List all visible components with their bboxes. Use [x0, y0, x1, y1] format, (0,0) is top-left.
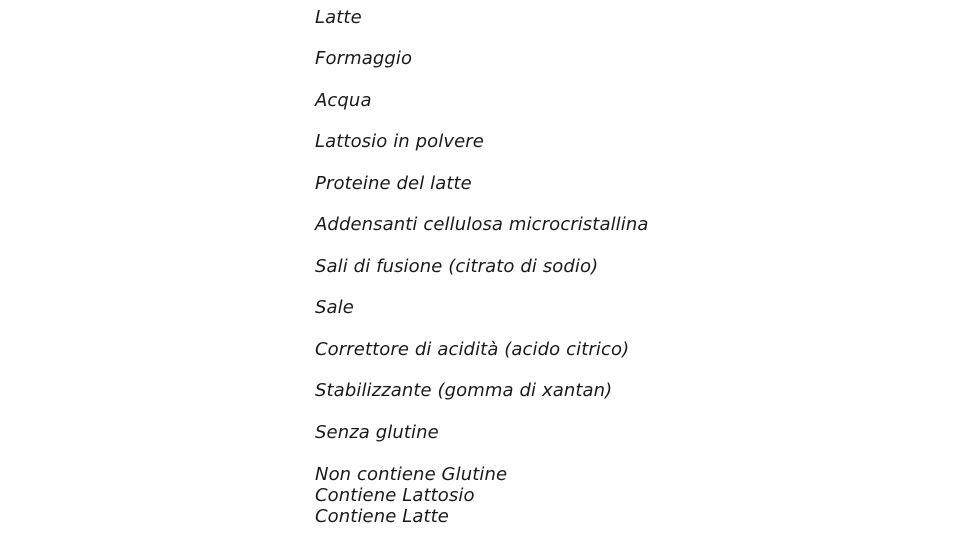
ingredient-item: Formaggio — [315, 48, 413, 69]
ingredient-item: Senza glutine — [315, 422, 439, 443]
ingredient-item: Correttore di acidità (acido citrico) — [315, 339, 630, 360]
ingredient-item: Lattosio in polvere — [315, 131, 484, 152]
allergen-line: Contiene Lattosio — [315, 485, 475, 506]
ingredient-item: Stabilizzante (gomma di xantan) — [315, 380, 613, 401]
ingredient-item: Sali di fusione (citrato di sodio) — [315, 256, 599, 277]
allergen-line: Contiene Latte — [315, 506, 449, 527]
allergen-line: Non contiene Glutine — [315, 464, 508, 485]
ingredient-item: Latte — [315, 7, 362, 28]
ingredient-item: Sale — [315, 297, 354, 318]
ingredient-item: Addensanti cellulosa microcristallina — [315, 214, 649, 235]
allergen-info — [315, 464, 507, 527]
ingredient-item: Acqua — [315, 90, 372, 111]
ingredient-item: Proteine del latte — [315, 173, 472, 194]
